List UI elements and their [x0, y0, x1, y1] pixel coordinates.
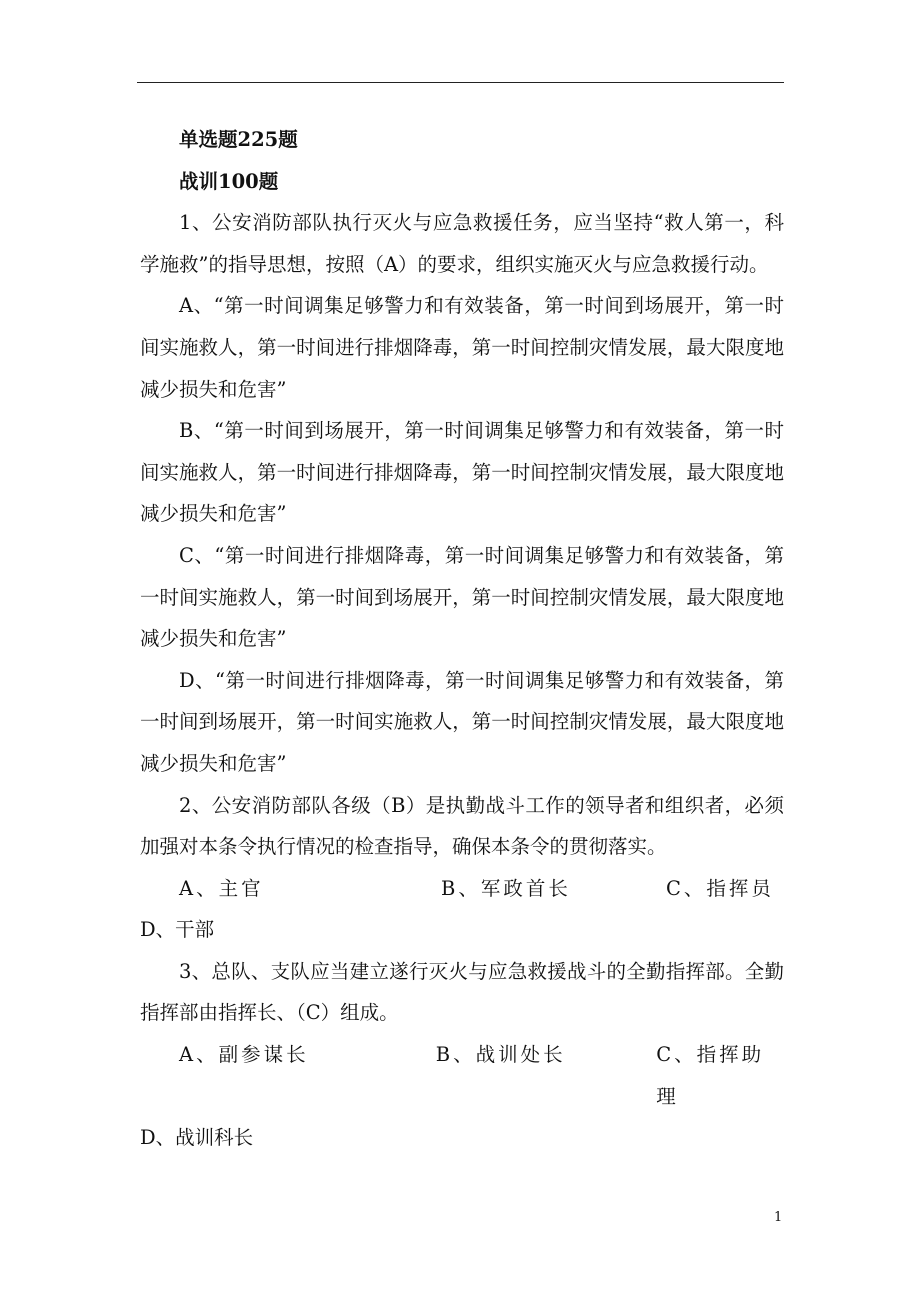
document-body	[140, 119, 784, 1159]
question-3-option-c: C、指挥助理	[656, 1043, 765, 1108]
section-heading: 单选题225题	[179, 128, 298, 151]
question-3-option-d: D、战训科长	[140, 1126, 254, 1150]
header-rule	[137, 82, 784, 83]
question-3-options	[140, 1034, 784, 1159]
question-1: 1、公安消防部队执行灭火与应急救援任务，应当坚持“救人第一，科学施救”的指导思想，按照（A）的要求，组织实施灭火与应急救援行动。	[140, 211, 784, 276]
question-2-option-d: D、干部	[140, 918, 215, 942]
question-1-option-c: C、“第一时间进行排烟降毒，第一时间调集足够警力和有效装备，第一时间实施救人，第一时间到场展开，第一时间控制灾情发展，最大限度地减少损失和危害”	[140, 543, 784, 651]
question-1-option-b: B、“第一时间到场展开，第一时间调集足够警力和有效装备，第一时间实施救人，第一时间进行排烟降毒，第一时间控制灾情发展，最大限度地减少损失和危害”	[140, 419, 784, 526]
page-number: 1	[774, 1210, 783, 1225]
question-3: 3、总队、支队应当建立遂行灭火与应急救援战斗的全勤指挥部。全勤指挥部由指挥长、（C）组成。	[140, 959, 784, 1025]
question-2-option-a: A、主官	[179, 876, 264, 900]
question-1-option-d: D、“第一时间进行排烟降毒，第一时间调集足够警力和有效装备，第一时间到场展开，第一时间实施救人，第一时间控制灾情发展，最大限度地减少损失和危害”	[140, 668, 784, 775]
question-1-option-a: A、“第一时间调集足够警力和有效装备，第一时间到场展开，第一时间实施救人，第一时间进行排烟降毒，第一时间控制灾情发展，最大限度地减少损失和危害”	[140, 294, 784, 401]
question-3-option-b: B、战训处长	[435, 1043, 566, 1067]
question-3-option-a: A、副参谋长	[179, 1043, 309, 1067]
question-2-option-b: B、军政首长	[441, 876, 571, 900]
subsection-heading: 战训100题	[179, 169, 279, 193]
question-2: 2、公安消防部队各级（B）是执勤战斗工作的领导者和组织者，必须加强对本条令执行情况的检查指导，确保本条令的贯彻落实。	[140, 793, 784, 859]
question-2-option-c: C、指挥员	[666, 876, 774, 900]
question-2-options	[140, 868, 784, 951]
